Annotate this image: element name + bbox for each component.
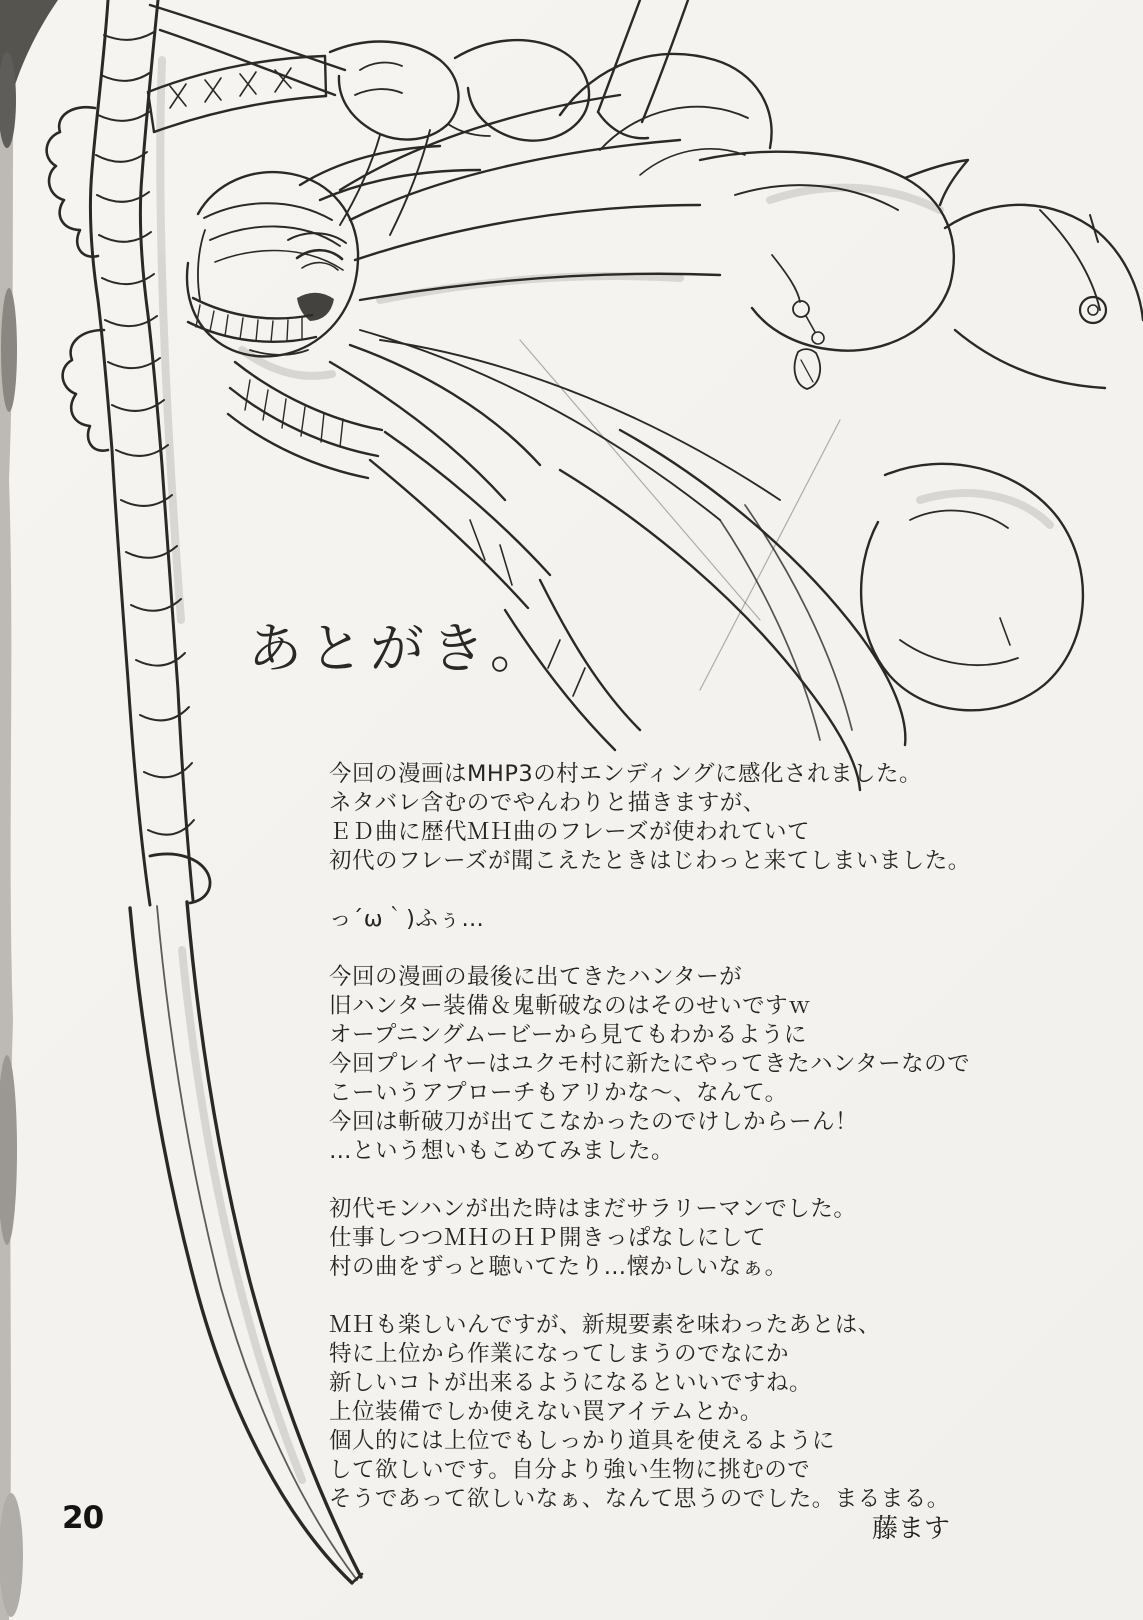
text-line: 今回の漫画はMHP3の村エンディングに感化されました。: [329, 761, 922, 787]
text-line: 初代のフレーズが聞こえたときはじわっと来てしまいました。: [329, 848, 971, 874]
text-line: 初代モンハンが出た時はまだサラリーマンでした。: [329, 1196, 857, 1222]
text-line: ネタバレ含むのでやんわりと描きますが、: [329, 790, 766, 816]
afterword-paragraph: [329, 760, 971, 876]
text-line: ＭＨも楽しいんですが、新規要素を味わったあとは、: [329, 1312, 881, 1338]
text-line: …という想いもこめてみました。: [329, 1138, 675, 1164]
text-line: こーいうアプローチもアリかな～、なんて。: [329, 1080, 788, 1106]
text-line: 仕事しつつＭＨのＨＰ開きっぱなしにして: [329, 1225, 767, 1251]
text-line: 今回の漫画の最後に出てきたハンターが: [329, 964, 743, 990]
afterword-title: あとがき。: [248, 617, 551, 680]
text-line: 旧ハンター装備＆鬼斬破なのはそのせいですｗ: [329, 993, 812, 1019]
text-line: 上位装備でしか使えない罠アイテムとか。: [329, 1399, 763, 1425]
text-line: っ´ω｀)ふぅ…: [329, 906, 485, 932]
text-line: オープニングムービーから見てもわかるように: [329, 1022, 807, 1048]
text-line: 特に上位から作業になってしまうのでなにか: [329, 1341, 790, 1367]
text-line: そうであって欲しいなぁ、なんて思うのでした。まるまる。: [329, 1486, 950, 1512]
text-line: して欲しいです。自分より強い生物に挑むので: [329, 1457, 811, 1483]
text-line: 個人的には上位でもしっかり道具を使えるように: [329, 1428, 836, 1454]
text-line: ＥＤ曲に歴代ＭＨ曲のフレーズが使われていて: [329, 819, 810, 845]
text-line: 村の曲をずっと聴いてたり…懐かしいなぁ。: [329, 1254, 788, 1280]
text-line: 今回は斬破刀が出てこなかったのでけしからーん！: [329, 1109, 859, 1135]
afterword-body: [329, 760, 971, 1543]
author-credit: 藤ます: [872, 1514, 951, 1544]
afterword-paragraph: [329, 963, 971, 1166]
text-line: 新しいコトが出来るようになるといいですね。: [329, 1370, 813, 1396]
text-line: 今回プレイヤーはユクモ村に新たにやってきたハンターなので: [329, 1051, 971, 1077]
page-number: 20: [62, 1500, 104, 1536]
afterword-paragraph: [329, 1311, 971, 1514]
afterword-paragraph: [329, 1195, 971, 1282]
afterword-paragraph-emoticon: [329, 905, 971, 934]
scan-edge-artifact: [0, 0, 58, 1620]
